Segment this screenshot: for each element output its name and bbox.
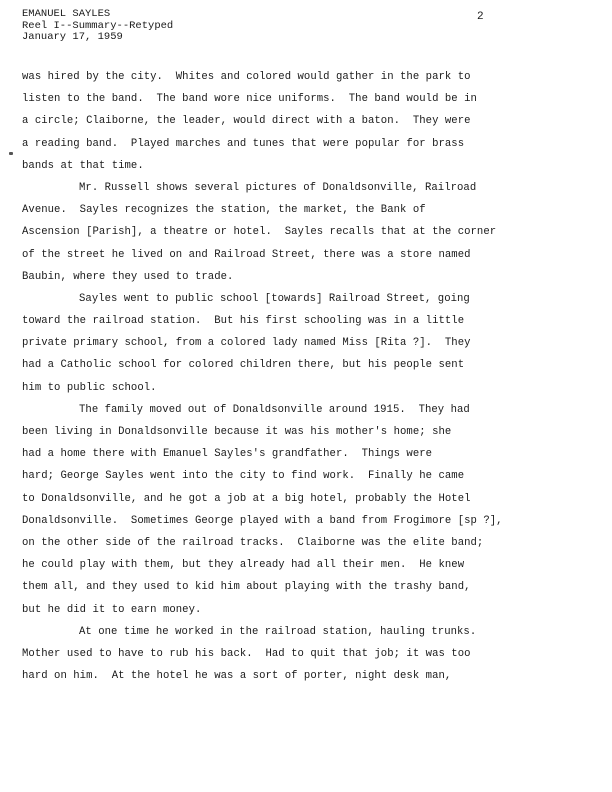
text-line: listen to the band. The band wore nice uniforms. The band would be in [22, 93, 477, 106]
paragraph [22, 66, 522, 177]
text-line: on the other side of the railroad tracks. Claiborne was the elite band; [22, 536, 484, 549]
text-line: had a home there with Emanuel Sayles's grandfather. Things were [22, 448, 433, 461]
text-line: to Donaldsonville, and he got a job at a big hotel, probably the Hotel [22, 492, 471, 505]
text-line: a circle; Claiborne, the leader, would direct with a baton. They were [22, 115, 471, 128]
text-line: was hired by the city. Whites and colored would gather in the park to [22, 71, 471, 83]
text-line: hard; George Sayles went into the city to find work. Finally he came [22, 470, 465, 483]
text-line: had a Catholic school for colored children there, but his people sent [22, 359, 465, 372]
text-line: of the street he lived on and Railroad Street, there was a store named [22, 248, 471, 261]
text-line: bands at that time. [22, 159, 144, 172]
paragraph [22, 177, 522, 288]
text-line: Baubin, where they used to trade. [22, 270, 234, 283]
paragraph [22, 621, 522, 688]
text-line: Sayles went to public school [towards] Railroad Street, going [79, 292, 470, 305]
text-line: The family moved out of Donaldsonville around 1915. They had [79, 403, 470, 416]
text-line: Avenue. Sayles recognizes the station, the market, the Bank of [22, 204, 426, 217]
text-line: he could play with them, but they already had all their men. He knew [22, 559, 465, 572]
paragraph [22, 288, 522, 399]
document-header [22, 9, 173, 44]
text-line: Donaldsonville. Sometimes George played with a band from Frogimore [sp ?], [22, 514, 503, 527]
text-line: Ascension [Parish], a theatre or hotel. Sayles recalls that at the corner [22, 226, 497, 239]
text-line: them all, and they used to kid him about playing with the trashy band, [22, 581, 471, 594]
stray-mark [9, 152, 13, 155]
page-number: 2 [477, 11, 484, 23]
text-line: him to public school. [22, 381, 157, 394]
paragraph [22, 399, 522, 621]
header-date: January 17, 1959 [22, 31, 123, 43]
header-reel: Reel I--Summary--Retyped [22, 19, 174, 32]
text-line: but he did it to earn money. [22, 603, 202, 616]
body-text [22, 66, 522, 687]
text-line: At one time he worked in the railroad station, hauling trunks. [79, 625, 477, 638]
header-name: EMANUEL SAYLES [22, 8, 111, 20]
text-line: Mr. Russell shows several pictures of Donaldsonville, Railroad [79, 181, 477, 194]
text-line: toward the railroad station. But his first schooling was in a little [22, 315, 465, 328]
text-line: been living in Donaldsonville because it was his mother's home; she [22, 426, 452, 438]
text-line: private primary school, from a colored lady named Miss [Rita ?]. They [22, 337, 471, 350]
text-line: Mother used to have to rub his back. Had to quit that job; it was too [22, 647, 471, 660]
text-line: hard on him. At the hotel he was a sort of porter, night desk man, [22, 670, 452, 683]
text-line: a reading band. Played marches and tunes that were popular for brass [22, 137, 465, 150]
